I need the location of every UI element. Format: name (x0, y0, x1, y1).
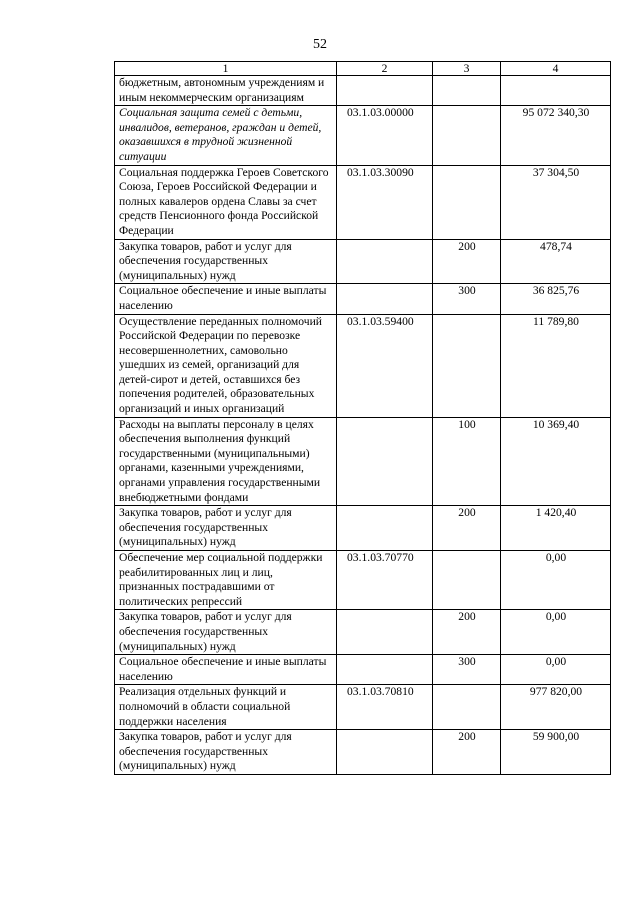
table-row (115, 165, 611, 239)
row-code: 03.1.03.59400 (337, 314, 433, 417)
row-name: Реализация отдельных функций и полномочий в области социальной поддержки населения (115, 685, 337, 730)
row-code (337, 730, 433, 775)
table-row (115, 685, 611, 730)
row-code (337, 506, 433, 551)
column-header-4: 4 (501, 62, 611, 76)
table-row (115, 730, 611, 775)
row-amount: 11 789,80 (501, 314, 611, 417)
row-expense-type: 300 (433, 655, 501, 685)
row-amount: 977 820,00 (501, 685, 611, 730)
row-expense-type (433, 551, 501, 610)
table-row (115, 76, 611, 106)
column-header-2: 2 (337, 62, 433, 76)
table-header-row (115, 62, 611, 76)
row-code (337, 284, 433, 314)
row-expense-type (433, 106, 501, 165)
row-expense-type: 200 (433, 730, 501, 775)
row-code (337, 417, 433, 506)
budget-table (114, 61, 611, 775)
row-code (337, 76, 433, 106)
row-name: Социальное обеспечение и иные выплаты населению (115, 284, 337, 314)
table-row (115, 551, 611, 610)
table-row (115, 106, 611, 165)
table-row (115, 314, 611, 417)
row-expense-type (433, 314, 501, 417)
row-amount: 36 825,76 (501, 284, 611, 314)
row-code (337, 610, 433, 655)
row-code (337, 239, 433, 284)
table-row (115, 655, 611, 685)
row-expense-type (433, 165, 501, 239)
row-name: Закупка товаров, работ и услуг для обеспечения государственных (муниципальных) нужд (115, 506, 337, 551)
row-code: 03.1.03.30090 (337, 165, 433, 239)
row-code: 03.1.03.00000 (337, 106, 433, 165)
table-row (115, 610, 611, 655)
row-amount: 0,00 (501, 610, 611, 655)
row-code: 03.1.03.70810 (337, 685, 433, 730)
column-header-1: 1 (115, 62, 337, 76)
table-row (115, 239, 611, 284)
row-amount (501, 76, 611, 106)
table-row (115, 506, 611, 551)
row-name: Расходы на выплаты персоналу в целях обеспечения выполнения функций государственными (муниципальными) органами, казенными учреждениями, органами управления государственными внебюджетными фондами (115, 417, 337, 506)
row-name: бюджетным, автономным учреждениям и иным некоммерческим организациям (115, 76, 337, 106)
row-name: Социальное обеспечение и иные выплаты населению (115, 655, 337, 685)
row-expense-type: 200 (433, 239, 501, 284)
column-header-3: 3 (433, 62, 501, 76)
row-expense-type: 200 (433, 610, 501, 655)
row-name: Социальная защита семей с детьми, инвалидов, ветеранов, граждан и детей, оказавшихся в трудной жизненной ситуации (115, 106, 337, 165)
table-row (115, 284, 611, 314)
row-code (337, 655, 433, 685)
row-amount: 37 304,50 (501, 165, 611, 239)
row-amount: 59 900,00 (501, 730, 611, 775)
row-name: Социальная поддержка Героев Советского Союза, Героев Российской Федерации и полных кавалеров ордена Славы за счет средств Пенсионного фонда Российской Федерации (115, 165, 337, 239)
row-name: Обеспечение мер социальной поддержки реабилитированных лиц и лиц, признанных пострадавшими от политических репрессий (115, 551, 337, 610)
row-amount: 478,74 (501, 239, 611, 284)
row-name: Закупка товаров, работ и услуг для обеспечения государственных (муниципальных) нужд (115, 730, 337, 775)
row-name: Осуществление переданных полномочий Российской Федерации по перевозке несовершеннолетних, самовольно ушедших из семей, организаций для детей-сирот и детей, оставшихся без попечения родителей, образовательных организаций и иных организаций (115, 314, 337, 417)
row-amount: 10 369,40 (501, 417, 611, 506)
row-name: Закупка товаров, работ и услуг для обеспечения государственных (муниципальных) нужд (115, 610, 337, 655)
row-expense-type (433, 685, 501, 730)
row-amount: 1 420,40 (501, 506, 611, 551)
row-code: 03.1.03.70770 (337, 551, 433, 610)
row-expense-type (433, 76, 501, 106)
row-expense-type: 300 (433, 284, 501, 314)
table-row (115, 417, 611, 506)
row-name: Закупка товаров, работ и услуг для обеспечения государственных (муниципальных) нужд (115, 239, 337, 284)
row-amount: 0,00 (501, 655, 611, 685)
row-expense-type: 200 (433, 506, 501, 551)
row-amount: 95 072 340,30 (501, 106, 611, 165)
row-expense-type: 100 (433, 417, 501, 506)
row-amount: 0,00 (501, 551, 611, 610)
page-number: 52 (313, 37, 327, 52)
